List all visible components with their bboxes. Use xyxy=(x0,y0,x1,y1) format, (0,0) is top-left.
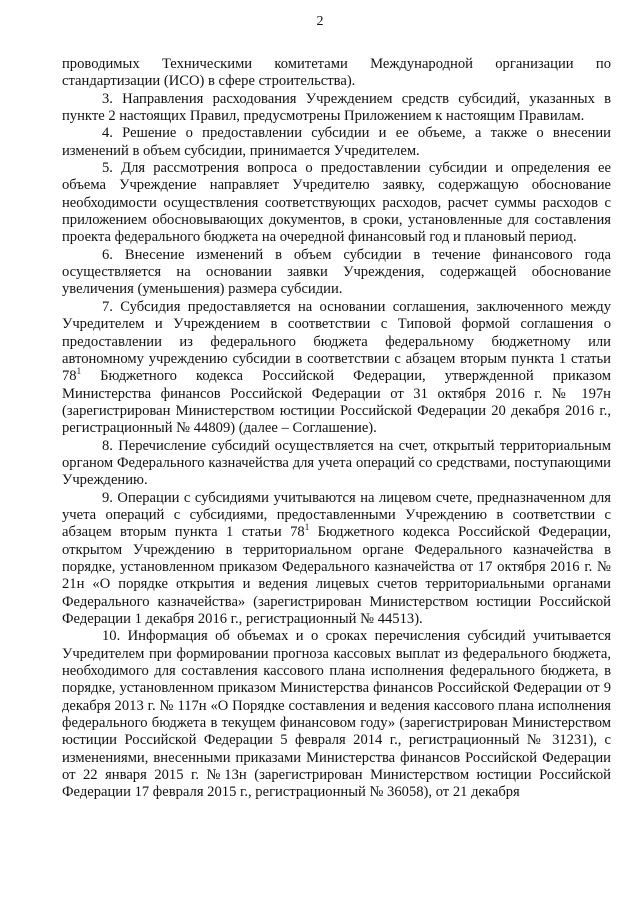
paragraph-item-8: 8. Перечисление субсидий осуществляется на счет, открытый территориальным органом Федерального казначейства для учета операций со средствами, поступающими Учреждению. xyxy=(62,437,611,489)
paragraph-item-3: 3. Направления расходования Учреждением средств субсидий, указанных в пункте 2 настоящих Правил, предусмотрены Приложением к настоящим Правилам. xyxy=(62,90,611,125)
paragraph-item-9-part-2: Бюджетного кодекса Российской Федерации, открытом Учреждению в территориальном органе Федерального казначейства в порядке, установленном приказом Федерального казначейства от 17 октября 2016 г. № 21н «О порядке открытия и ведения лицевых счетов территориальными органами Федерального казначейства» (зарегистрирован Министерством юстиции Российской Федерации 1 декабря 2016 г., регистрационный № 44513). xyxy=(62,524,611,627)
paragraph-continuation: проводимых Техническими комитетами Международной организации по стандартизации (ИСО) в сфере строительства). xyxy=(62,56,611,90)
paragraph-item-7-part-2: Бюджетного кодекса Российской Федерации, утвержденной приказом Министерства финансов Российской Федерации от 31 октября 2016 г. № 197н (зарегистрирован Министерством юстиции Российской Федерации 20 декабря 2016 г., регистрационный № 44809) (далее – Соглашение). xyxy=(62,368,611,437)
paragraph-item-5: 5. Для рассмотрения вопроса о предоставлении субсидии и определения ее объема Учреждение направляет Учредителю заявку, содержащую обоснование необходимости осуществления соответствующих расходов, расчет суммы расходов с приложением обосновывающих документов, в сроки, установленные для составления проекта федерального бюджета на очередной финансовый год и плановый период. xyxy=(62,160,611,246)
paragraph-item-7 xyxy=(62,299,611,438)
paragraph-item-6: 6. Внесение изменений в объем субсидии в течение финансового года осуществляется на основании заявки Учреждения, содержащей обоснование увеличения (уменьшения) размера субсидии. xyxy=(62,246,611,298)
paragraph-item-9-part-1: 9. Операции с субсидиями учитываются на лицевом счете, предназначенном для учета операций с субсидиями, предоставленными Учреждению в соответствии с абзацем вторым пункта 1 статьи 78 xyxy=(62,489,611,541)
document-body xyxy=(62,56,611,802)
superscript-1: 1 xyxy=(304,522,310,533)
superscript-1: 1 xyxy=(76,366,82,377)
paragraph-item-10: 10. Информация об объемах и о сроках перечисления субсидий учитывается Учредителем при формировании прогноза кассовых выплат из федерального бюджета, необходимого для составления кассового плана исполнения федерального бюджета, в порядке, установленном приказом Министерства финансов Российской Федерации от 9 декабря 2013 г. № 117н «О Порядке составления и ведения кассового плана исполнения федерального бюджета в текущем финансовом году» (зарегистрирован Министерством юстиции Российской Федерации 5 февраля 2014 г., регистрационный № 31231), с изменениями, внесенными приказами Министерства финансов Российской Федерации от 22 января 2015 г. №13н (зарегистрирован Министерством юстиции Российской Федерации 17 февраля 2015 г., регистрационный № 36058), от 21 декабря xyxy=(62,628,611,801)
paragraph-item-7-part-1: 7. Субсидия предоставляется на основании соглашения, заключенного между Учредителем и Учреждением в соответствии с Типовой формой соглашения о предоставлении из федерального бюджета федеральному бюджетному или автономному учреждению субсидии в соответствии с абзацем вторым пункта 1 статьи 78 xyxy=(62,298,611,385)
page-number: 2 xyxy=(316,14,324,29)
paragraph-item-9 xyxy=(62,490,611,629)
paragraph-item-4: 4. Решение о предоставлении субсидии и ее объеме, а также о внесении изменений в объем субсидии, принимается Учредителем. xyxy=(62,125,611,159)
